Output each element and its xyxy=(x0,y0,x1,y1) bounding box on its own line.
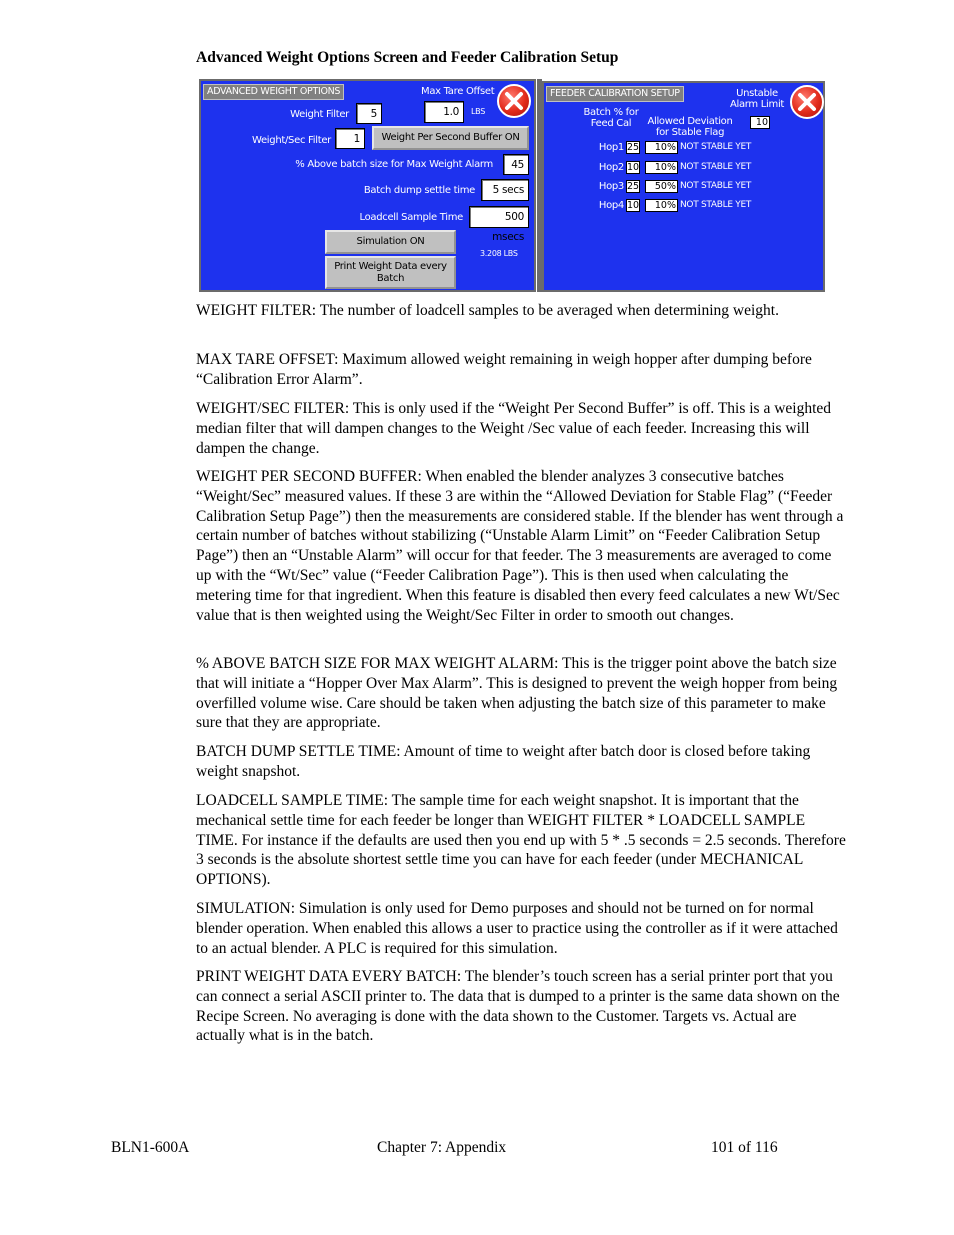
hopper-row xyxy=(544,161,827,175)
panel-title: FEEDER CALIBRATION SETUP xyxy=(546,86,684,102)
hopper-batch-pct-field[interactable]: 25 xyxy=(627,181,640,192)
hopper-status: NOT STABLE YET xyxy=(680,181,752,191)
footer-doc-id: BLN1-600A xyxy=(111,1139,190,1156)
hopper-batch-pct-field[interactable]: 10 xyxy=(627,200,640,211)
feeder-calibration-setup-panel xyxy=(542,81,825,292)
weight-filter-label: Weight Filter xyxy=(290,109,349,120)
print-weight-data-button[interactable]: Print Weight Data every Batch xyxy=(325,256,456,289)
advanced-weight-options-panel xyxy=(199,79,536,292)
hopper-row xyxy=(544,141,827,155)
weight-sec-filter-field[interactable]: 1 xyxy=(335,128,365,149)
close-icon xyxy=(504,91,524,111)
hopper-deviation-field[interactable]: 10% xyxy=(645,141,678,154)
paragraph-loadcell-sample-time: LOADCELL SAMPLE TIME: The sample time for each weight snapshot. It is important that the mechanical settle time for each feeder be longer than WEIGHT FILTER * LOADCELL SAMPLE TIME. For instance if the defaults are used then you end up with 5 * .5 seconds = 2.5 seconds. Therefore 3 seconds is the absolute shortest settle time you can have for each feeder (under MECHANICAL OPTIONS). xyxy=(196,792,846,889)
paragraph-weight-sec-filter: WEIGHT/SEC FILTER: This is only used if the “Weight Per Second Buffer” is off. This is a weighted median filter that will dampen changes to the Weight /Sec value of each feeder. Increasing this will dampen the change. xyxy=(196,400,832,457)
hopper-name: Hop4 xyxy=(598,200,624,211)
hopper-name: Hop3 xyxy=(598,181,624,192)
batch-dump-settle-field[interactable]: 5 secs xyxy=(481,179,529,201)
close-icon xyxy=(797,92,817,112)
footer-chapter: Chapter 7: Appendix xyxy=(377,1139,507,1156)
paragraph-max-tare-offset: MAX TARE OFFSET: Maximum allowed weight remaining in weigh hopper after dumping before “Calibration Error Alarm”. xyxy=(196,351,812,388)
panel-title: ADVANCED WEIGHT OPTIONS xyxy=(203,84,344,100)
close-button[interactable] xyxy=(497,84,531,118)
allowed-deviation-label: Allowed Deviation for Stable Flag xyxy=(647,116,733,138)
weight-per-second-buffer-button[interactable]: Weight Per Second Buffer ON xyxy=(372,126,529,150)
section-heading: Advanced Weight Options Screen and Feeder Calibration Setup xyxy=(196,49,619,66)
loadcell-sample-time-label: Loadcell Sample Time xyxy=(359,212,463,223)
paragraph-simulation: SIMULATION: Simulation is only used for Demo purposes and should not be turned on for normal blender operation. When enabled this allows a user to practice using the controller as if it were attached to an actual blender. A PLC is required for this simulation. xyxy=(196,900,838,957)
above-batch-size-field[interactable]: 45 xyxy=(503,154,529,175)
hopper-deviation-field[interactable]: 50% xyxy=(645,180,678,193)
close-button[interactable] xyxy=(790,85,824,119)
max-tare-offset-field[interactable]: 1.0 xyxy=(424,101,464,123)
hopper-batch-pct-field[interactable]: 25 xyxy=(627,142,640,153)
simulation-button[interactable]: Simulation ON xyxy=(325,230,456,254)
paragraph-weight-per-second-buffer: WEIGHT PER SECOND BUFFER: When enabled the blender analyzes 3 consecutive batches “Weight/Sec” measured values. If these 3 are within the “Allowed Deviation for Stable Flag” (“Feeder Calibration Setup Page”) then the measurements are considered stable. If the blender has went through a certain number of batches without stabilizing (“Unstable Alarm Limit” on “Feeder Calibration Setup Page”) then an “Unstable Alarm” will occur for that feeder. The 3 measurements are averaged to come up with the “Wt/Sec” value (“Feeder Calibration Page”). This is then used when calculating the metering time for that ingredient. When this feature is disabled then every feed calculates a new Wt/Sec value that is then weighted using the Weight/Sec Filter in order to smooth out changes. xyxy=(196,468,844,624)
loadcell-sample-time-field[interactable]: 500 msecs xyxy=(469,206,529,228)
hopper-name: Hop1 xyxy=(598,142,624,153)
footer-page-number: 101 of 116 xyxy=(711,1139,778,1156)
max-tare-offset-unit: LBS xyxy=(471,107,485,116)
paragraph-above-batch-size: % ABOVE BATCH SIZE FOR MAX WEIGHT ALARM: This is the trigger point above the batch size that will initiate a “Hopper Over Max Alarm”. This is designed to prevent the weigh hopper from being overfilled volume wise. Care should be taken when adjusting the batch size of this parameter to make sure that they are appropriate. xyxy=(196,655,838,732)
batch-pct-feed-cal-label: Batch % for Feed Cal xyxy=(583,107,639,129)
hopper-row xyxy=(544,199,827,213)
hopper-status: NOT STABLE YET xyxy=(680,200,752,210)
hopper-row xyxy=(544,180,827,194)
paragraph-print-weight-data: PRINT WEIGHT DATA EVERY BATCH: The blender’s touch screen has a serial printer port that you can connect a serial ASCII printer to. The data that is dumped to a printer is the same data shown on the Recipe Screen. No averaging is done with the data shown to the Customer. Targets vs. Actual are actually what is in the batch. xyxy=(196,968,840,1045)
hopper-deviation-field[interactable]: 10% xyxy=(645,199,678,212)
weight-readout: 3.208 LBS xyxy=(480,249,518,258)
hopper-deviation-field[interactable]: 10% xyxy=(645,161,678,174)
paragraph-batch-dump-settle: BATCH DUMP SETTLE TIME: Amount of time to weight after batch door is closed before taking weight snapshot. xyxy=(196,743,811,780)
hopper-status: NOT STABLE YET xyxy=(680,142,752,152)
allowed-deviation-field[interactable]: 10 xyxy=(750,116,770,129)
hopper-name: Hop2 xyxy=(598,162,624,173)
above-batch-size-label: % Above batch size for Max Weight Alarm xyxy=(295,159,493,170)
hopper-status: NOT STABLE YET xyxy=(680,162,752,172)
hopper-batch-pct-field[interactable]: 10 xyxy=(627,162,640,173)
paragraph-weight-filter: WEIGHT FILTER: The number of loadcell samples to be averaged when determining weight. xyxy=(196,302,779,319)
weight-sec-filter-label: Weight/Sec Filter xyxy=(251,135,331,146)
weight-filter-field[interactable]: 5 xyxy=(356,103,382,124)
batch-dump-settle-label: Batch dump settle time xyxy=(363,185,475,196)
max-tare-offset-label: Max Tare Offset xyxy=(421,86,495,97)
unstable-alarm-limit-label: Unstable Alarm Limit xyxy=(729,88,785,110)
